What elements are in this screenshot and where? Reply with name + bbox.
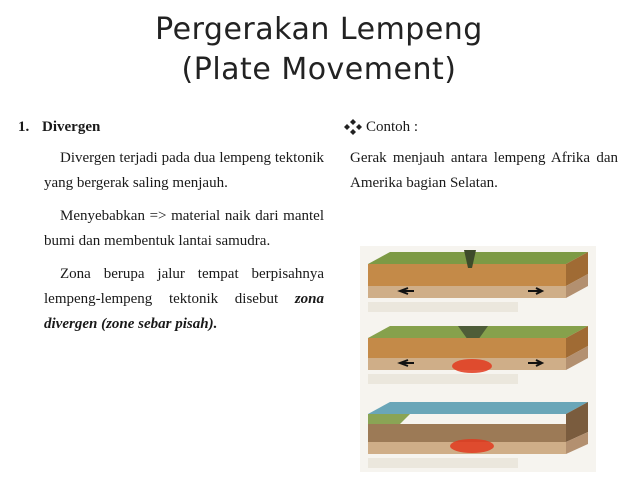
section-heading [18, 116, 324, 138]
paragraph-zone-text: Zona berupa jalur tempat berpisahnya lempeng-lempeng tektonik disebut [44, 266, 324, 307]
page-title [0, 10, 638, 90]
diagram-stage-3 [368, 402, 588, 468]
left-column [18, 116, 324, 345]
divergent-plate-diagram [360, 246, 596, 472]
title-line-1: Pergerakan Lempeng [155, 12, 483, 47]
diamond-cluster-icon [342, 119, 364, 135]
diagram-stage-2 [368, 326, 588, 384]
paragraph-definition-text: Divergen terjadi pada dua lempeng tektonik yang bergerak saling menjauh. [44, 150, 324, 191]
diagram-illustration [360, 246, 596, 472]
diagram-stage-1 [368, 250, 588, 312]
paragraph-zone [44, 262, 324, 337]
zone-term: zona divergen (zone sebar pisah). [44, 291, 324, 332]
paragraph-definition [44, 146, 324, 196]
example-label: Contoh : [366, 119, 419, 135]
paragraph-effect [44, 204, 324, 254]
section-label: Divergen [42, 119, 101, 135]
example-text: Gerak menjauh antara lempeng Afrika dan Amerika bagian Selatan. [350, 150, 618, 191]
title-line-2: (Plate Movement) [181, 52, 457, 87]
right-column [342, 116, 618, 196]
example-heading [342, 116, 618, 138]
paragraph-effect-text: Menyebabkan => material naik dari mantel bumi dan membentuk lantai samudra. [44, 208, 324, 249]
section-number: 1. [18, 119, 30, 135]
